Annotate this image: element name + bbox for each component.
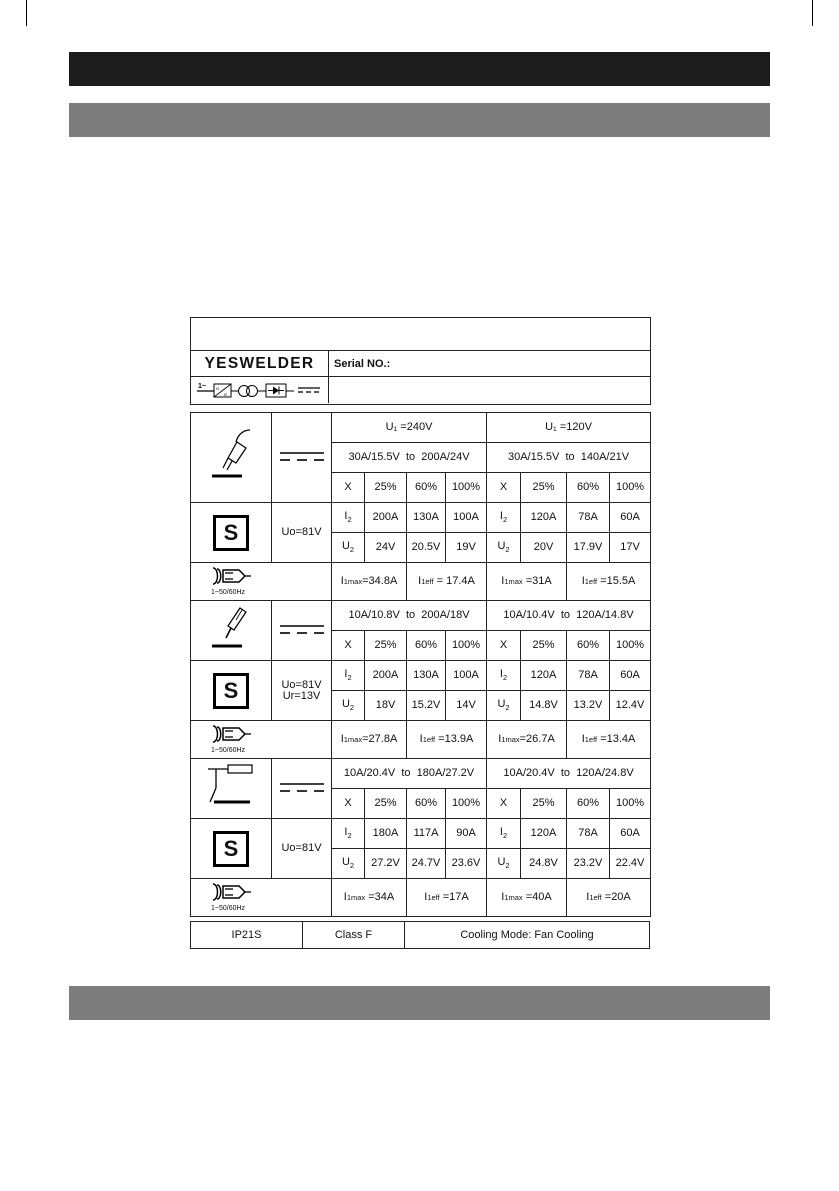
duty-cell: 100% xyxy=(610,789,651,819)
section-header-bar xyxy=(69,103,770,137)
mma-i1max-240: I1max=27.8A xyxy=(332,721,407,759)
tig-torch-icon xyxy=(206,764,256,810)
duty-cell: X xyxy=(487,473,521,503)
duty-cell: 60% xyxy=(407,473,446,503)
value-cell: 24V xyxy=(365,533,407,563)
value-cell: 60A xyxy=(610,661,651,691)
mains-plug-icon xyxy=(211,725,251,743)
mig-i1max-120: I1max =31A xyxy=(487,563,567,601)
tig-dc-symbol-cell xyxy=(272,759,332,819)
duty-cell: 25% xyxy=(521,631,567,661)
mma-i1eff-240: I1eff =13.9A xyxy=(407,721,487,759)
mma-supply-cell xyxy=(191,721,332,759)
value-cell: 120A xyxy=(521,503,567,533)
tig-range-240: 10A/20.4V to 180A/27.2V xyxy=(332,759,487,789)
mma-uo: Uo=81V xyxy=(281,678,322,691)
mig-range-240: 30A/15.5V to 200A/24V xyxy=(332,443,487,473)
duty-cell: 25% xyxy=(365,631,407,661)
value-cell: 130A xyxy=(407,503,446,533)
svg-text:f1: f1 xyxy=(215,386,219,391)
duty-cell: 100% xyxy=(446,631,487,661)
dc-current-icon xyxy=(280,452,324,461)
crop-mark-left xyxy=(26,0,27,26)
value-cell: 27.2V xyxy=(365,849,407,879)
tig-supply-cell xyxy=(191,879,332,917)
u2-label: $U_2$ xyxy=(487,849,521,879)
inverter-schematic-cell xyxy=(191,377,329,403)
duty-cell: 25% xyxy=(365,789,407,819)
page-header-bar xyxy=(69,52,770,86)
mig-dc-symbol-cell xyxy=(272,413,332,503)
table-row xyxy=(191,759,651,789)
u2-label: $U_2$ xyxy=(487,691,521,721)
mains-plug-icon xyxy=(211,883,251,901)
duty-cell: X xyxy=(332,631,365,661)
duty-cell: 60% xyxy=(567,631,610,661)
mig-supply-cell xyxy=(191,563,332,601)
tig-s-symbol-cell xyxy=(191,819,272,879)
mig-range-120: 30A/15.5V to 140A/21V xyxy=(487,443,651,473)
brand-name: YESWELDER xyxy=(204,354,315,372)
mig-u1-240: U₁ =240V xyxy=(332,413,487,443)
duty-cell: X xyxy=(332,789,365,819)
value-cell: 18V xyxy=(365,691,407,721)
u2-label: $U_2$ xyxy=(332,691,365,721)
duty-cell: 100% xyxy=(610,631,651,661)
duty-cell: 100% xyxy=(446,473,487,503)
mig-torch-icon xyxy=(206,428,256,484)
tig-i1max-120: I1max =40A xyxy=(487,879,567,917)
s-symbol-icon: S xyxy=(213,673,249,709)
duty-cell: 60% xyxy=(567,789,610,819)
value-cell: 200A xyxy=(365,503,407,533)
value-cell: 20V xyxy=(521,533,567,563)
table-row xyxy=(191,563,651,601)
insulation-class: Class F xyxy=(303,922,405,949)
duty-cell: 25% xyxy=(521,473,567,503)
mig-i1eff-120: I1eff =15.5A xyxy=(567,563,651,601)
value-cell: 180A xyxy=(365,819,407,849)
duty-cell: 100% xyxy=(446,789,487,819)
value-cell: 20.5V xyxy=(407,533,446,563)
tig-i1max-240: I1max =34A xyxy=(332,879,407,917)
duty-cell: 60% xyxy=(567,473,610,503)
value-cell: 24.8V xyxy=(521,849,567,879)
i2-label: $I_2$ xyxy=(332,819,365,849)
u2-label: $U_2$ xyxy=(332,533,365,563)
mig-s-symbol-cell xyxy=(191,503,272,563)
mig-process-cell xyxy=(191,413,272,503)
duty-cell: 60% xyxy=(407,631,446,661)
supply-label: 1~50/60Hz xyxy=(211,589,246,596)
brand-cell xyxy=(191,351,329,376)
section-header-bar-bottom xyxy=(69,986,770,1020)
mig-u1-120: U₁ =120V xyxy=(487,413,651,443)
duty-cell: 60% xyxy=(407,789,446,819)
value-cell: 120A xyxy=(521,819,567,849)
value-cell: 78A xyxy=(567,819,610,849)
spec-footer xyxy=(190,921,650,949)
i2-label: $I_2$ xyxy=(487,819,521,849)
duty-cell: 25% xyxy=(521,789,567,819)
value-cell: 13.2V xyxy=(567,691,610,721)
tig-uo: Uo=81V xyxy=(272,819,332,879)
mains-plug-icon xyxy=(211,567,251,585)
nameplate-header xyxy=(190,317,651,405)
value-cell: 60A xyxy=(610,819,651,849)
value-cell: 23.6V xyxy=(446,849,487,879)
inverter-schematic-icon xyxy=(196,381,324,399)
cooling-mode: Cooling Mode: Fan Cooling xyxy=(405,922,650,949)
dc-current-icon xyxy=(280,783,324,792)
mma-s-symbol-cell xyxy=(191,661,272,721)
value-cell: 22.4V xyxy=(610,849,651,879)
value-cell: 19V xyxy=(446,533,487,563)
mig-i1eff-240: I1eff = 17.4A xyxy=(407,563,487,601)
dc-current-icon xyxy=(280,625,324,634)
value-cell: 200A xyxy=(365,661,407,691)
value-cell: 100A xyxy=(446,503,487,533)
duty-cell: X xyxy=(332,473,365,503)
value-cell: 24.7V xyxy=(407,849,446,879)
mma-range-120: 10A/10.4V to 120A/14.8V xyxy=(487,601,651,631)
mma-i1eff-120: I1eff =13.4A xyxy=(567,721,651,759)
electrode-holder-icon xyxy=(206,604,256,654)
mma-ur: Ur=13V xyxy=(282,689,321,702)
supply-label: 1~50/60Hz xyxy=(211,747,246,754)
spec-table xyxy=(190,412,651,917)
mma-process-cell xyxy=(191,601,272,661)
table-row xyxy=(191,661,651,691)
value-cell: 12.4V xyxy=(610,691,651,721)
table-row xyxy=(191,922,650,949)
duty-cell: X xyxy=(487,789,521,819)
svg-text:f2: f2 xyxy=(223,392,227,397)
duty-cell: X xyxy=(487,631,521,661)
mma-range-240: 10A/10.8V to 200A/18V xyxy=(332,601,487,631)
i2-label: $I_2$ xyxy=(487,503,521,533)
i2-label: $I_2$ xyxy=(332,503,365,533)
value-cell: 90A xyxy=(446,819,487,849)
i2-label: $I_2$ xyxy=(332,661,365,691)
tig-process-cell xyxy=(191,759,272,819)
mma-i1max-120: I1max=26.7A xyxy=(487,721,567,759)
u2-label: $U_2$ xyxy=(332,849,365,879)
tig-i1eff-120: I1eff =20A xyxy=(567,879,651,917)
tig-range-120: 10A/20.4V to 120A/24.8V xyxy=(487,759,651,789)
i2-label: $I_2$ xyxy=(487,661,521,691)
value-cell: 78A xyxy=(567,503,610,533)
ip-rating: IP21S xyxy=(191,922,303,949)
value-cell: 100A xyxy=(446,661,487,691)
s-symbol-icon: S xyxy=(213,831,249,867)
value-cell: 15.2V xyxy=(407,691,446,721)
mig-i1max-240: I1max=34.8A xyxy=(332,563,407,601)
table-row xyxy=(191,819,651,849)
serial-label: Serial NO.: xyxy=(334,357,391,370)
mig-uo: Uo=81V xyxy=(272,503,332,563)
value-cell: 130A xyxy=(407,661,446,691)
value-cell: 23.2V xyxy=(567,849,610,879)
supply-label: 1~50/60Hz xyxy=(211,905,246,912)
table-row xyxy=(191,503,651,533)
value-cell: 17V xyxy=(610,533,651,563)
table-row xyxy=(191,413,651,443)
svg-text:1~: 1~ xyxy=(197,383,206,390)
duty-cell: 100% xyxy=(610,473,651,503)
s-symbol-icon: S xyxy=(213,515,249,551)
value-cell: 14.8V xyxy=(521,691,567,721)
table-row xyxy=(191,601,651,631)
value-cell: 120A xyxy=(521,661,567,691)
value-cell: 17.9V xyxy=(567,533,610,563)
mma-voltages xyxy=(272,661,332,721)
table-row xyxy=(191,879,651,917)
mma-dc-symbol-cell xyxy=(272,601,332,661)
value-cell: 78A xyxy=(567,661,610,691)
value-cell: 117A xyxy=(407,819,446,849)
tig-i1eff-240: I1eff =17A xyxy=(407,879,487,917)
crop-mark-right xyxy=(812,0,813,26)
value-cell: 60A xyxy=(610,503,651,533)
nameplate-blank-row xyxy=(191,318,650,351)
value-cell: 14V xyxy=(446,691,487,721)
table-row xyxy=(191,721,651,759)
u2-label: $U_2$ xyxy=(487,533,521,563)
duty-cell: 25% xyxy=(365,473,407,503)
